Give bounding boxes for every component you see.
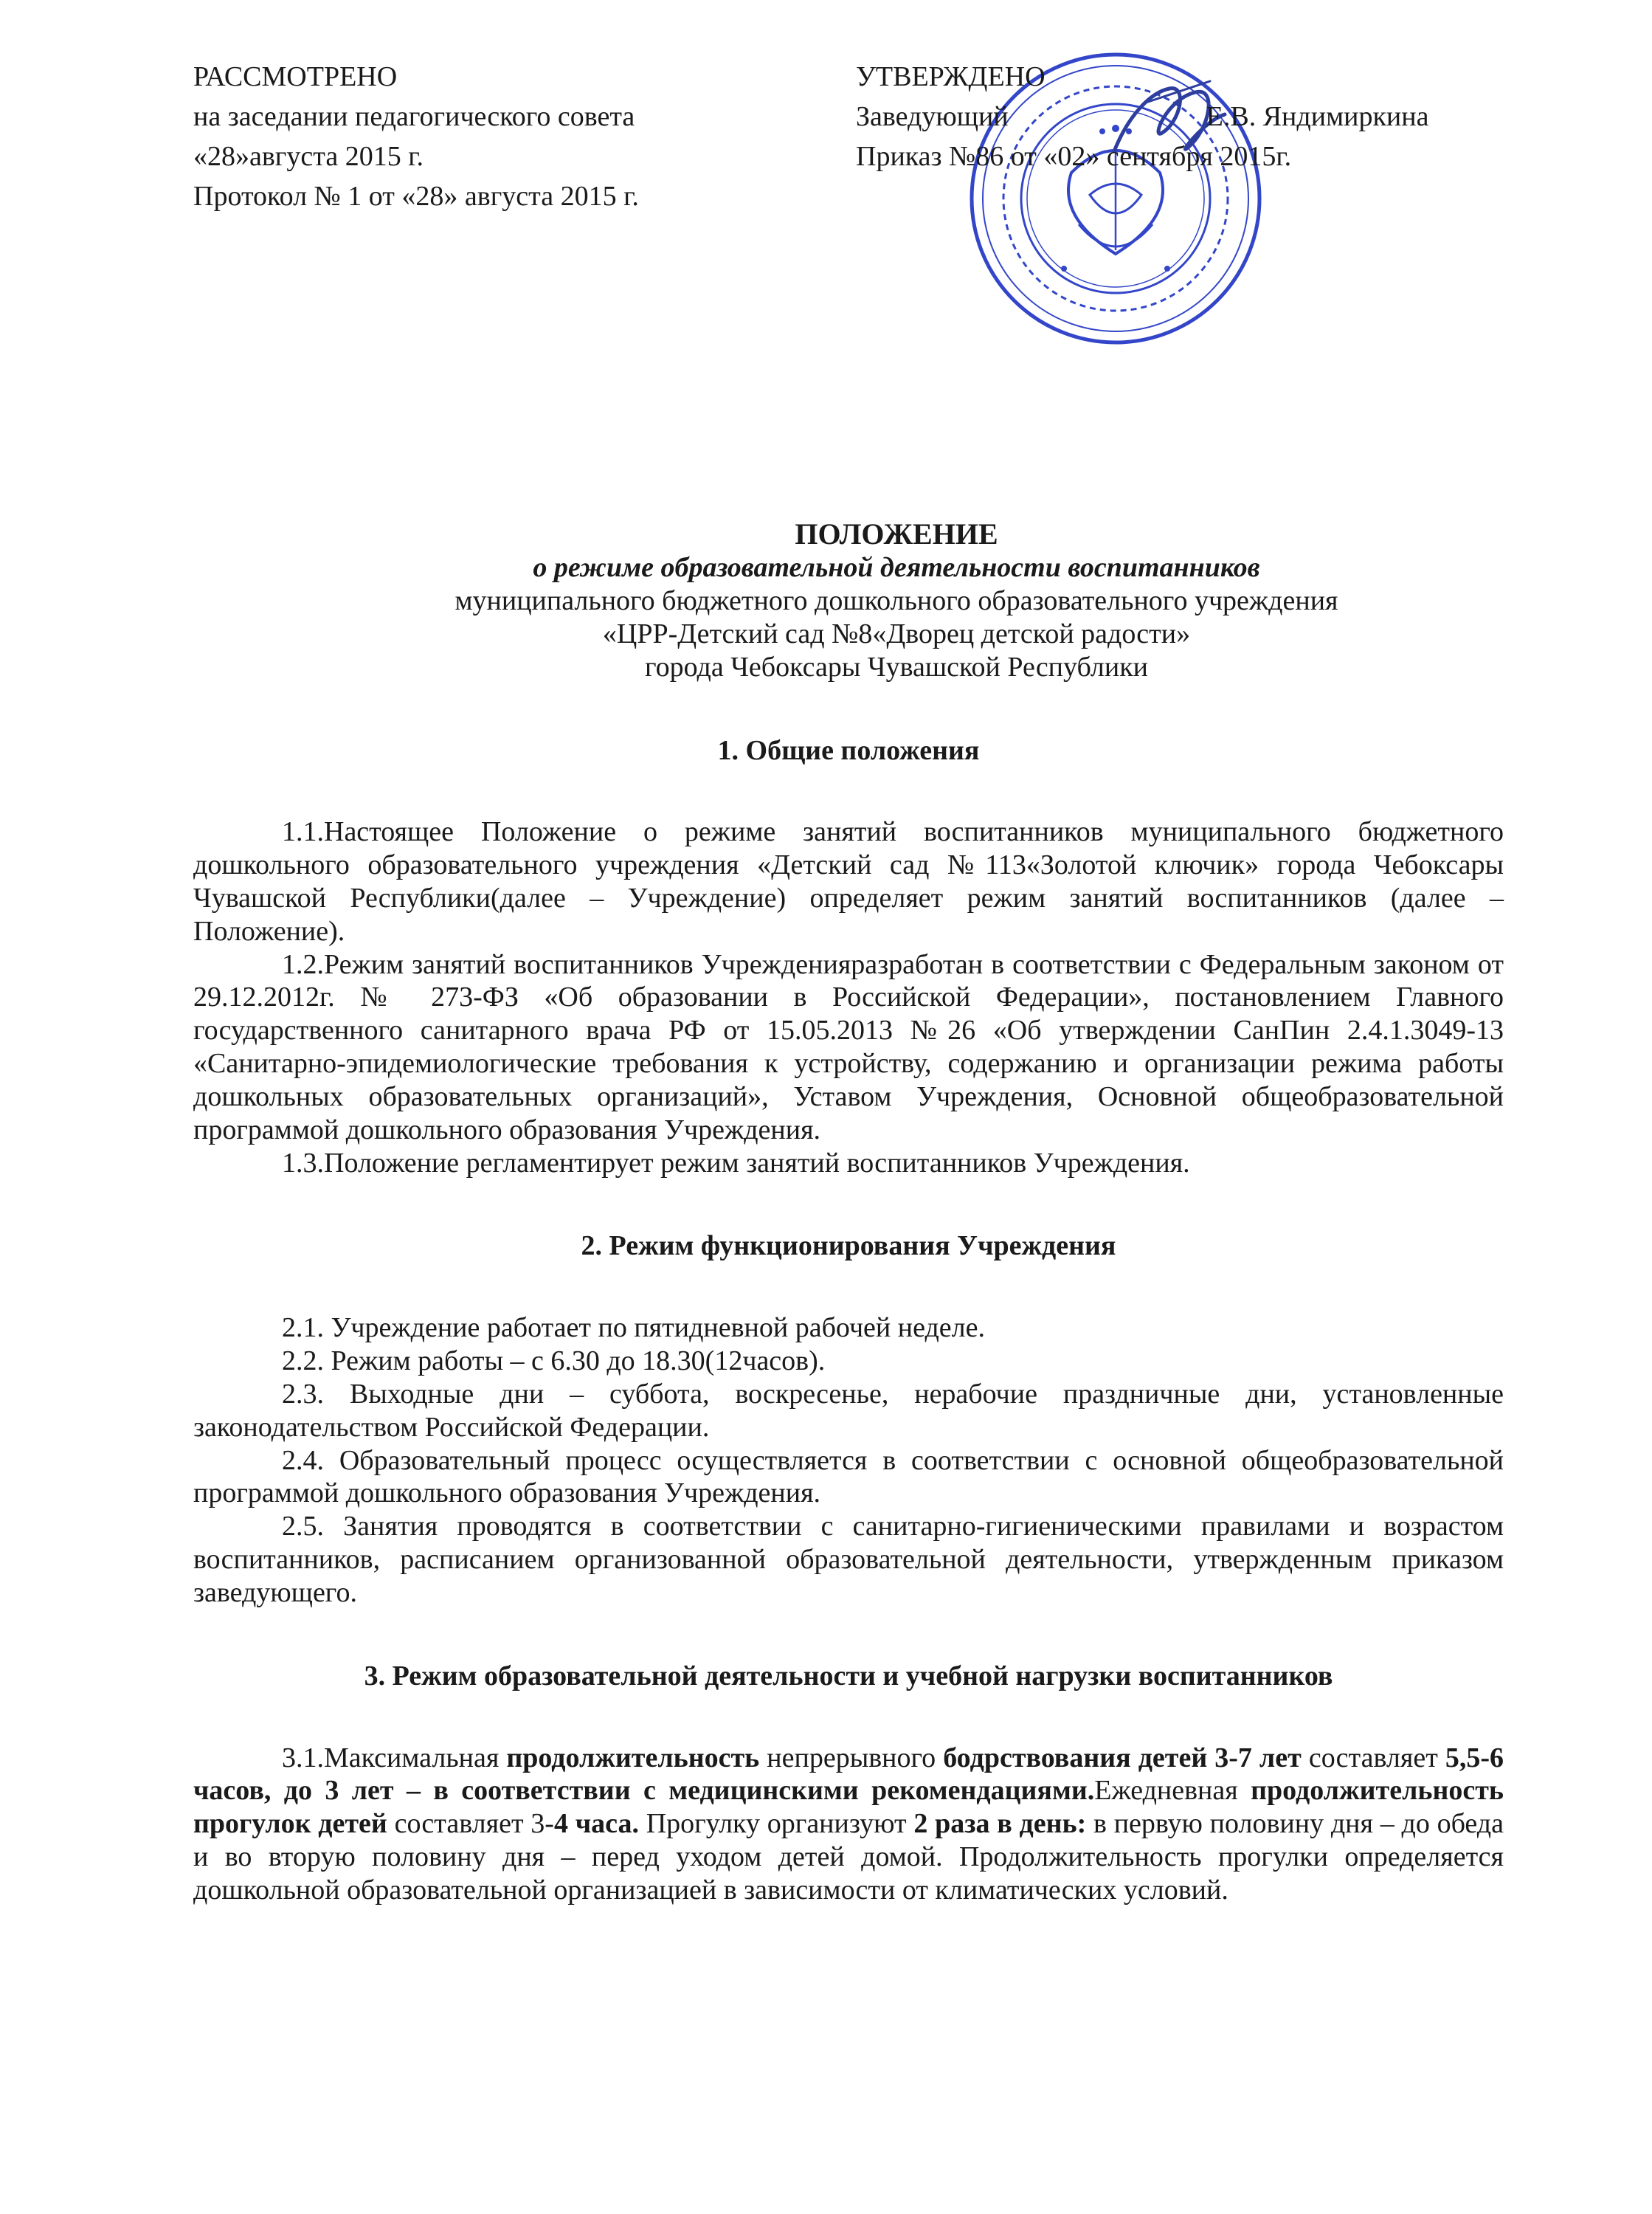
section-2-heading: 2. Режим функционирования Учреждения	[581, 1230, 1116, 1262]
paragraph-2-4: 2.4. Образовательный процесс осуществляется в соответствии с основной общеобразовательной программой дошкольного образования Учреждения.	[193, 1444, 1504, 1509]
p31-bold-3: 5,5-6 часов, до 3 лет – в соответствии с медицинскими рекомендациями.	[193, 1742, 1504, 1807]
p31-bold-5: 4 часа.	[553, 1808, 639, 1840]
paragraph-1-2: 1.2.Режим занятий воспитанников Учрежденияразработан в соответствии с Федеральным законом от 29.12.2012г. № 273-ФЗ «Об образовании в Российской Федерации», постановлением Главного государственного санитарного врача РФ от 15.05.2013 №26 «Об утверждении СанПин 2.4.1.3049-13 «Санитарно-эпидемиологические требования к устройству, содержанию и организации режима работы дошкольных образовательных организаций», Уставом Учреждения, Основной общеобразовательной программой дошкольного образования Учреждения.	[193, 948, 1504, 1145]
paragraph-1-3: 1.3.Положение регламентирует режим занятий воспитанников Учреждения.	[282, 1147, 1190, 1179]
paragraph-2-2: 2.2. Режим работы – с 6.30 до 18.30(12часов).	[282, 1345, 826, 1377]
p31-text-7: в первую половину дня – до обеда и во вторую половину дня – перед уходом детей домой. Продолжительность прогулки определяется дошкольной образовательной организацией в зависимости от климатических условий.	[193, 1808, 1504, 1906]
section-3-heading: 3. Режим образовательной деятельности и учебной нагрузки воспитанников	[364, 1660, 1333, 1691]
considered-date: «28»августа 2015 г.	[193, 140, 424, 172]
title-line-4: «ЦРР-Детский сад №8«Дворец детской радости»	[602, 618, 1191, 649]
title-line-3: муниципального бюджетного дошкольного образовательного учреждения	[455, 585, 1338, 617]
document-title	[289, 517, 1504, 684]
approval-considered-block	[193, 58, 828, 217]
document-body	[193, 517, 1504, 1907]
p31-bold-6: 2 раза в день:	[913, 1808, 1087, 1840]
title-line-5: города Чебоксары Чувашской Республики	[644, 651, 1148, 683]
considered-label: РАССМОТРЕНО	[193, 61, 398, 92]
approved-head-line	[856, 97, 1520, 137]
p31-bold-2: бодрствования детей 3-7 лет	[943, 1742, 1302, 1773]
p31-text-5: составляет 3-	[387, 1808, 554, 1840]
approved-label: УТВЕРЖДЕНО	[856, 61, 1046, 92]
p31-text-4: Ежедневная	[1094, 1775, 1251, 1807]
considered-body: на заседании педагогического совета	[193, 100, 635, 132]
paragraph-3-1	[193, 1742, 1504, 1907]
p31-text-2: непрерывного	[759, 1742, 944, 1773]
section-1-heading: 1. Общие положения	[717, 734, 980, 766]
approved-order: Приказ №86 от «02» сентября 2015г.	[856, 140, 1292, 172]
approved-name: Е.В. Яндимиркина	[1206, 100, 1429, 132]
approved-position: Заведующий	[856, 100, 1009, 132]
p31-text-1: 3.1.Максимальная	[282, 1742, 507, 1773]
approval-approved-block	[856, 58, 1520, 177]
paragraph-2-1: 2.1. Учреждение работает по пятидневной рабочей неделе.	[282, 1312, 985, 1344]
title-line-2: о режиме образовательной деятельности воспитанников	[533, 552, 1260, 584]
p31-bold-1: продолжительность	[506, 1742, 760, 1773]
paragraph-2-3: 2.3. Выходные дни – суббота, воскресенье, нерабочие праздничные дни, установленные законодательством Российской Федерации.	[193, 1378, 1504, 1443]
paragraph-2-5: 2.5. Занятия проводятся в соответствии с санитарно-гигиеническими правилами и возрастом воспитанников, расписанием организованной образовательной деятельности, утвержденным приказом заведующего.	[193, 1511, 1504, 1608]
p31-bold-4: продолжительность прогулок детей	[193, 1775, 1504, 1840]
p31-text-3: составляет	[1301, 1742, 1445, 1773]
title-line-1: ПОЛОЖЕНИЕ	[795, 517, 998, 551]
p31-text-6: Прогулку организуют	[638, 1808, 914, 1840]
considered-protocol: Протокол № 1 от «28» августа 2015 г.	[193, 180, 639, 212]
paragraph-1-1: 1.1.Настоящее Положение о режиме занятий воспитанников муниципального бюджетного дошкольного образовательного учреждения «Детский сад №113«Золотой ключик» города Чебоксары Чувашской Республики(далее – Учреждение) определяет режим занятий воспитанников (далее – Положение).	[193, 816, 1504, 947]
